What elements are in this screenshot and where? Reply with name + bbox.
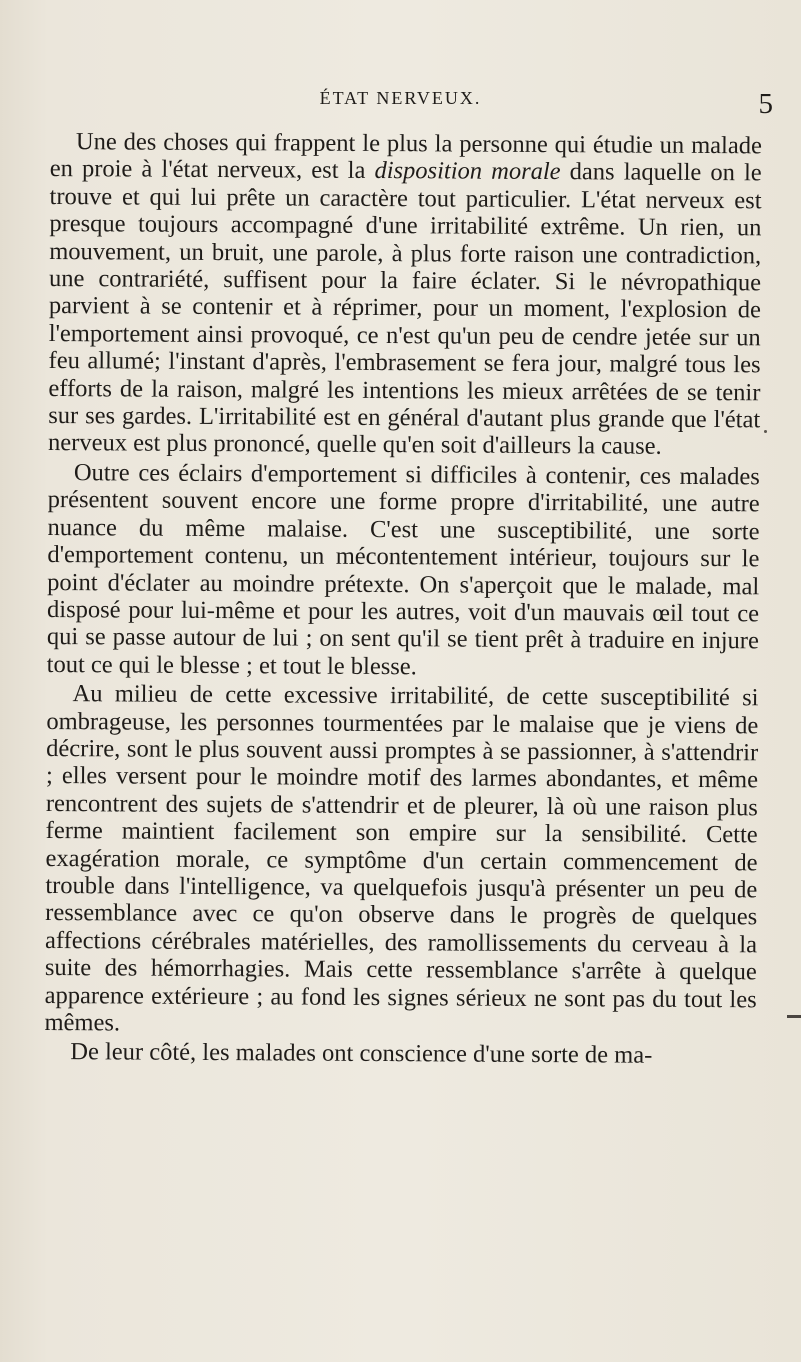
page-number: 5 — [758, 88, 773, 120]
paragraph-3: Au milieu de cette excessive irritabilité, de cette susceptibilité si ombrageuse, les personnes tourmentées par le malaise que je viens de décrire, sont le plus souvent aussi promptes à se passionner, à s'attendrir ; elles versent pour le moindre motif des larmes abondantes, et même rencontrent des sujets de s'attendrir et de pleurer, là où une raison plus ferme maintient facilement son empire sur la sensibilité. Cette exagération morale, ce symptôme d'un certain commencement de trouble dans l'intelligence, va quelquefois jusqu'à présenter un peu de ressemblance avec ce qu'on observe dans le progrès de quelques affections cérébrales matérielles, des ramollissements du cerveau à la suite des hémorrhagies. Mais cette ressemblance s'arrête à quelque apparence extérieure ; au fond les signes sérieux ne sont pas du tout les mêmes. — [44, 680, 759, 1037]
paragraph-2: Outre ces éclairs d'emportement si difficiles à contenir, ces malades présentent souvent encore une forme propre d'irritabilité, une autre nuance du même malaise. C'est une susceptibilité, une sorte d'emportement contenu, un mécontentement intérieur, toujours sur le point d'éclater au moindre prétexte. On s'aperçoit que le malade, mal disposé pour lui-même et pour les autres, voit d'un mauvais œil tout ce qui se passe autour de lui ; on sent qu'il se tient prêt à traduire en injure tout ce qui le blesse ; et tout le blesse. — [46, 459, 760, 680]
running-title: ÉTAT NERVEUX. — [319, 88, 482, 108]
paragraph-1-emphasis: disposition morale — [374, 157, 561, 186]
body-text — [44, 128, 762, 1072]
paragraph-1-after: dans laquelle on le trouve et qui lui prête un caractère tout particulier. L'état nerveux est presque toujours accompagné d'une irritabilité extrême. Un rien, un mouvement, un bruit, une parole, à plus forte raison une contradiction, une contrariété, suffisent pour la faire éclater. Si le névropathique parvient à se contenir et à réprimer, pour un moment, l'explosion de l'emportement ainsi provoqué, ce n'est qu'un peu de cendre jetée sur un feu allumé; l'instant d'après, l'embrasement se fera jour, malgré tous les efforts de la raison, malgré les intentions les mieux arrêtées de se tenir sur ses gardes. L'irritabilité est en général d'autant plus grande que l'état nerveux est plus prononcé, quelle qu'en soit d'ailleurs la cause. — [47, 158, 762, 461]
paragraph-1-before: Une des choses qui frappent le plus la personne qui étudie un malade en proie à l'état nerveux, est la — [49, 128, 762, 185]
paragraph-4: De leur côté, les malades ont conscience d'une sorte de ma- — [70, 1038, 653, 1070]
paper-speck — [764, 430, 767, 433]
paragraph-1 — [48, 128, 762, 461]
page-edge-mark — [787, 1015, 801, 1018]
running-head — [0, 88, 801, 118]
